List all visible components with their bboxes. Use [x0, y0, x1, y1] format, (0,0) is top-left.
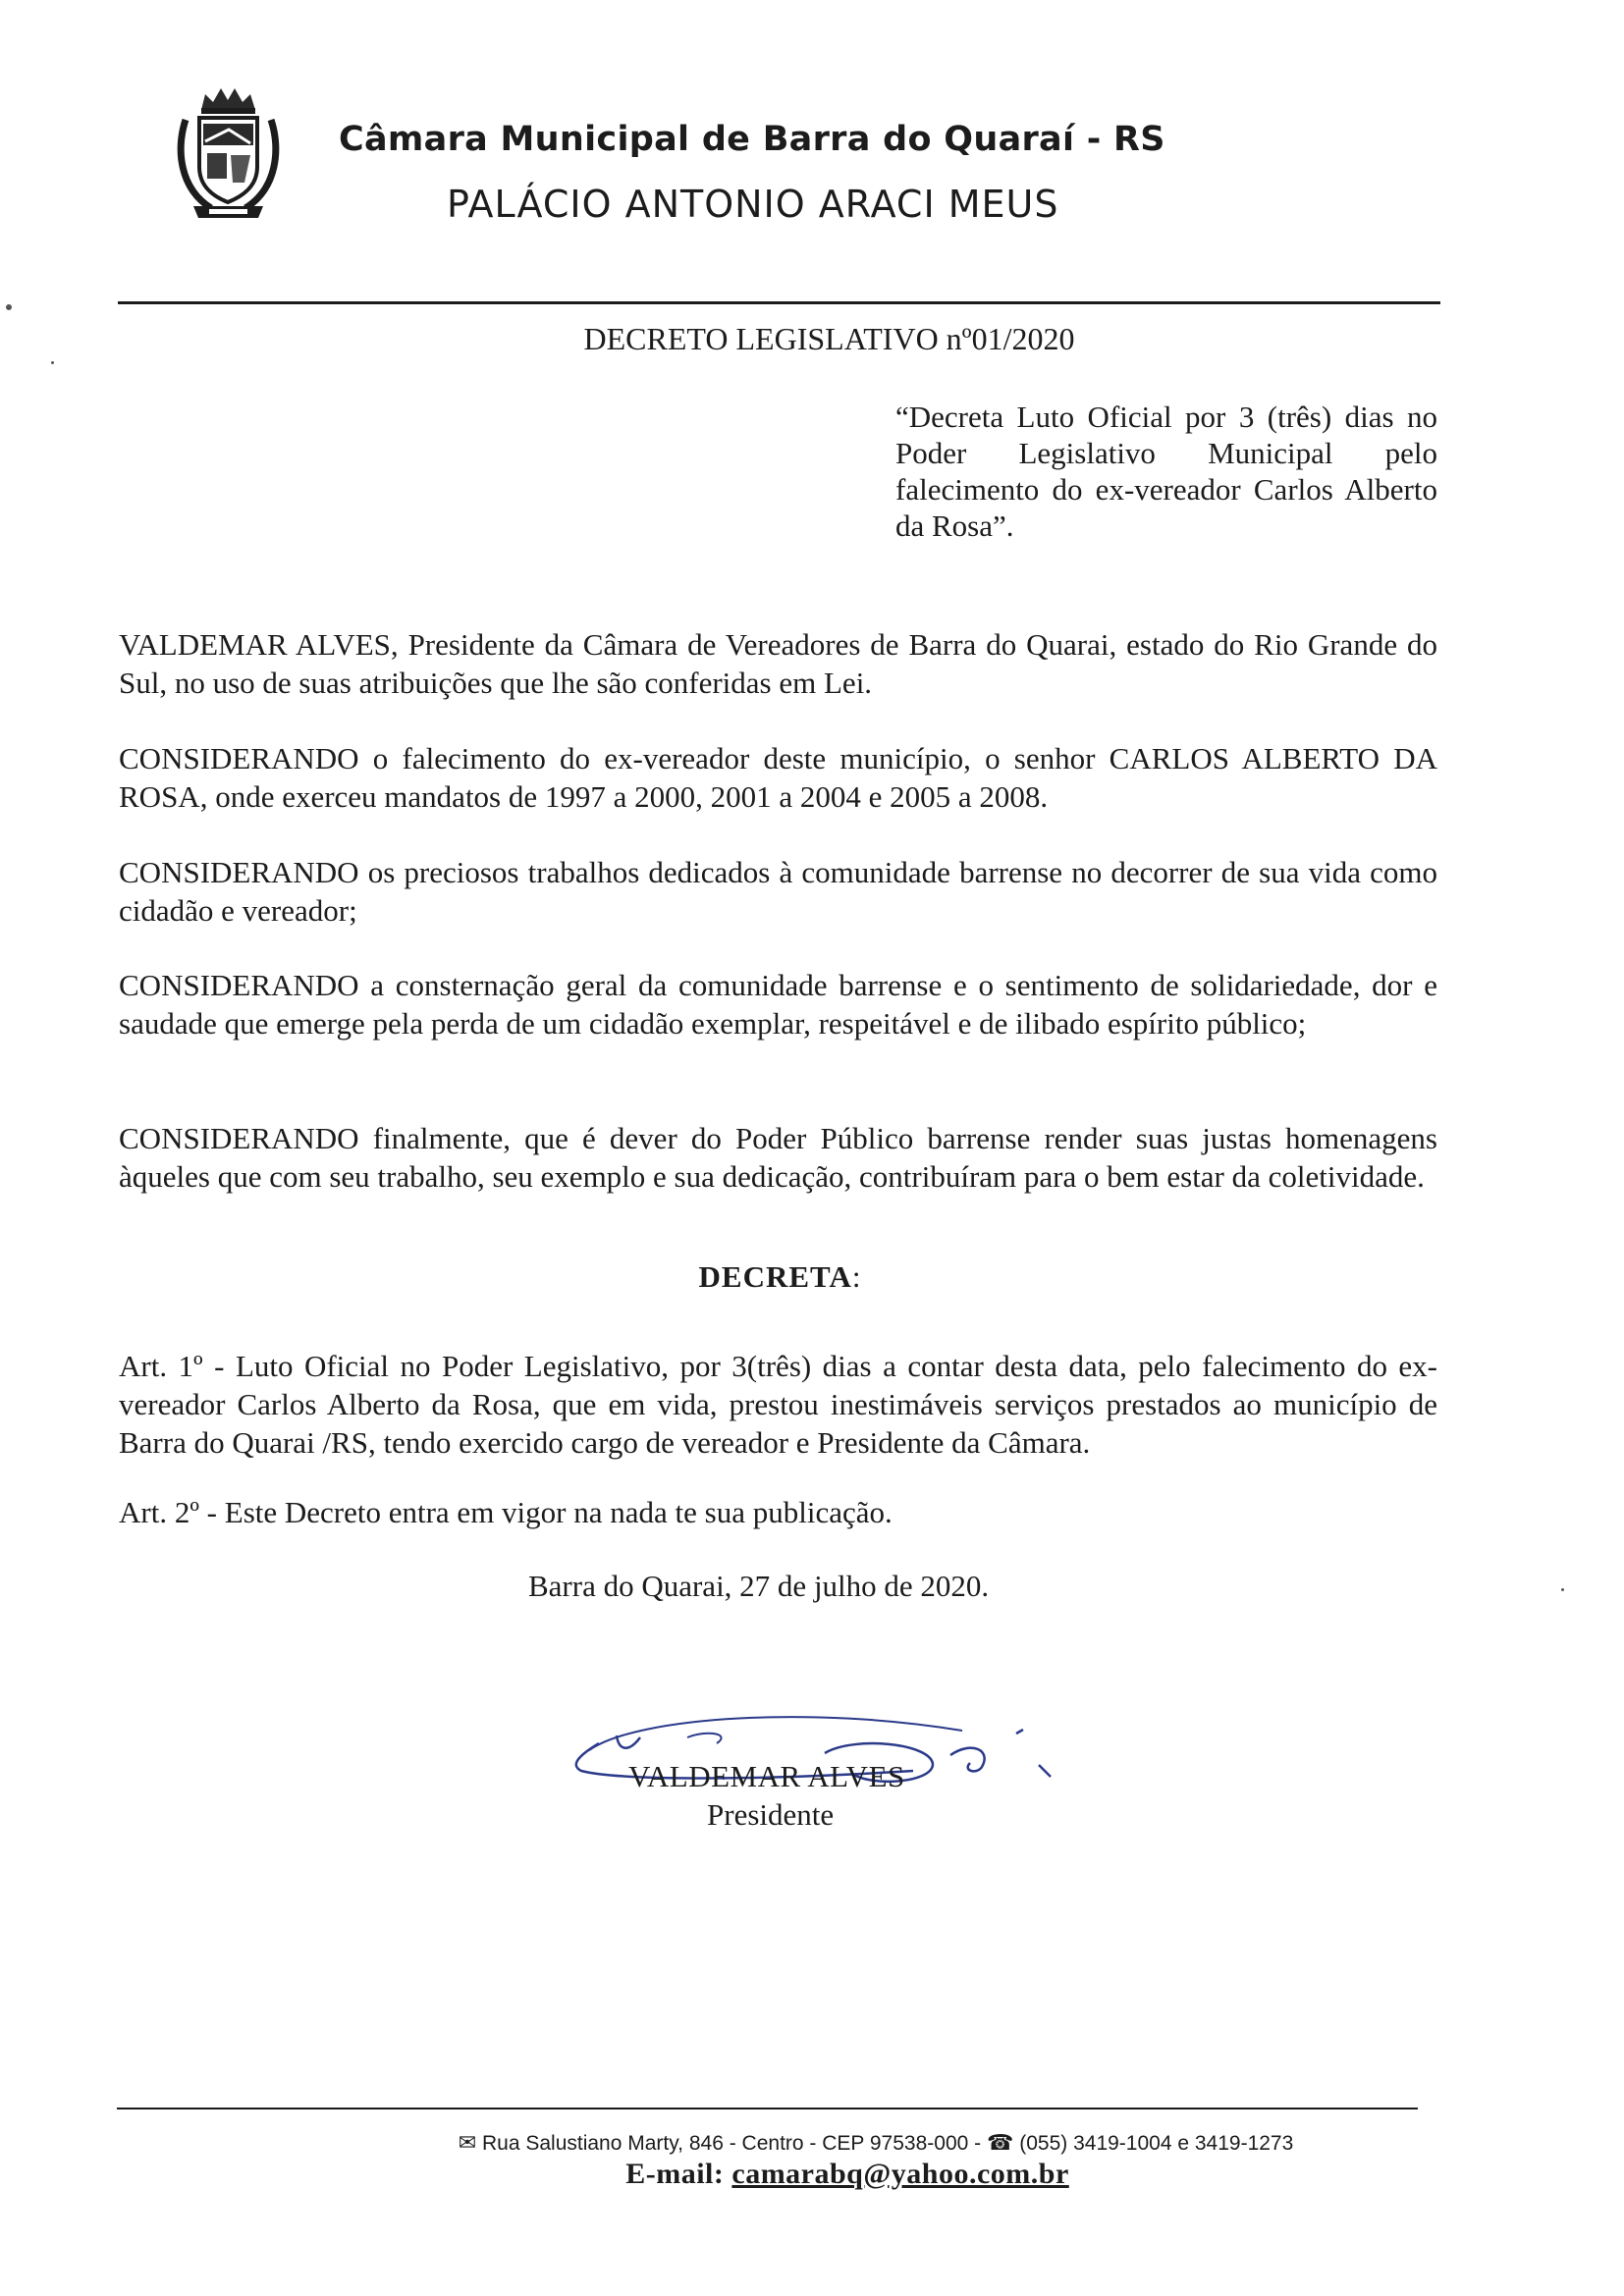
envelope-icon: ✉ [458, 2130, 477, 2155]
signatory-name: VALDEMAR ALVES [628, 1759, 905, 1793]
footer-divider [117, 2108, 1418, 2109]
article-paragraph: Art. 1º - Luto Oficial no Poder Legislativo, por 3(três) dias a contar desta data, pelo falecimento do ex-vereador Carlos Alberto da Rosa, que em vida, prestou inestimáveis serviços prestados ao município de Barra do Quarai /RS, tendo exercido cargo de vereador e Presidente da Câmara. [119, 1349, 1437, 1460]
decree-title: DECRETO LEGISLATIVO nº01/2020 [583, 321, 1075, 356]
scan-speck [1561, 1588, 1564, 1591]
article-paragraph: Art. 2º - Este Decreto entra em vigor na nada te sua publicação. [119, 1495, 893, 1529]
footer-email-line [0, 2158, 1624, 2191]
scan-speck [6, 304, 12, 310]
decreta-label: DECRETA [698, 1259, 852, 1294]
footer-address: Rua Salustiano Marty, 846 - Centro - CEP 97538-000 - [481, 2132, 982, 2155]
header-divider [118, 301, 1440, 304]
email-link[interactable]: camarabq@yahoo.com.br [731, 2158, 1069, 2190]
place-and-date: Barra do Quarai, 27 de julho de 2020. [528, 1569, 990, 1603]
considerando-paragraph: CONSIDERANDO a consternação geral da comunidade barrense e o sentimento de solidariedade, dor e saudade que emerge pela perda de um cidadão exemplar, respeitável e de ilibado espírito público; [119, 968, 1437, 1041]
preamble-paragraph: VALDEMAR ALVES, Presidente da Câmara de Vereadores de Barra do Quarai, estado do Rio Grande do Sul, no uso de suas atribuições que lhe são conferidas em Lei. [119, 627, 1437, 700]
institution-name: Câmara Municipal de Barra do Quaraí - RS [339, 120, 1165, 159]
considerando-paragraph: CONSIDERANDO os preciosos trabalhos dedicados à comunidade barrense no decorrer de sua vida como cidadão e vereador; [119, 855, 1437, 928]
considerando-paragraph: CONSIDERANDO o falecimento do ex-vereador deste município, o senhor CARLOS ALBERTO DA ROSA, onde exerceu mandatos de 1997 a 2000, 2001 a 2004 e 2005 a 2008. [119, 741, 1437, 814]
footer-phones: (055) 3419-1004 e 3419-1273 [1019, 2132, 1294, 2155]
decreta-colon: : [851, 1259, 861, 1294]
signatory-role: Presidente [707, 1797, 835, 1832]
considerando-paragraph: CONSIDERANDO finalmente, que é dever do Poder Público barrense render suas justas homenagens àqueles que com seu trabalho, seu exemplo e sua dedicação, contribuíram para o bem estar da coletividade. [119, 1121, 1437, 1194]
footer-address-line [0, 2130, 1624, 2156]
phone-icon: ☎ [986, 2130, 1014, 2155]
email-label: E-mail: [625, 2158, 725, 2190]
decree-ementa: “Decreta Luto Oficial por 3 (três) dias no Poder Legislativo Municipal pelo falecimento do ex-vereador Carlos Alberto da Rosa”. [895, 400, 1437, 543]
decreta-heading [0, 1259, 1624, 1295]
scan-speck [51, 361, 54, 364]
coat-of-arms-icon [172, 80, 285, 223]
palace-name: PALÁCIO ANTONIO ARACI MEUS [447, 183, 1059, 226]
